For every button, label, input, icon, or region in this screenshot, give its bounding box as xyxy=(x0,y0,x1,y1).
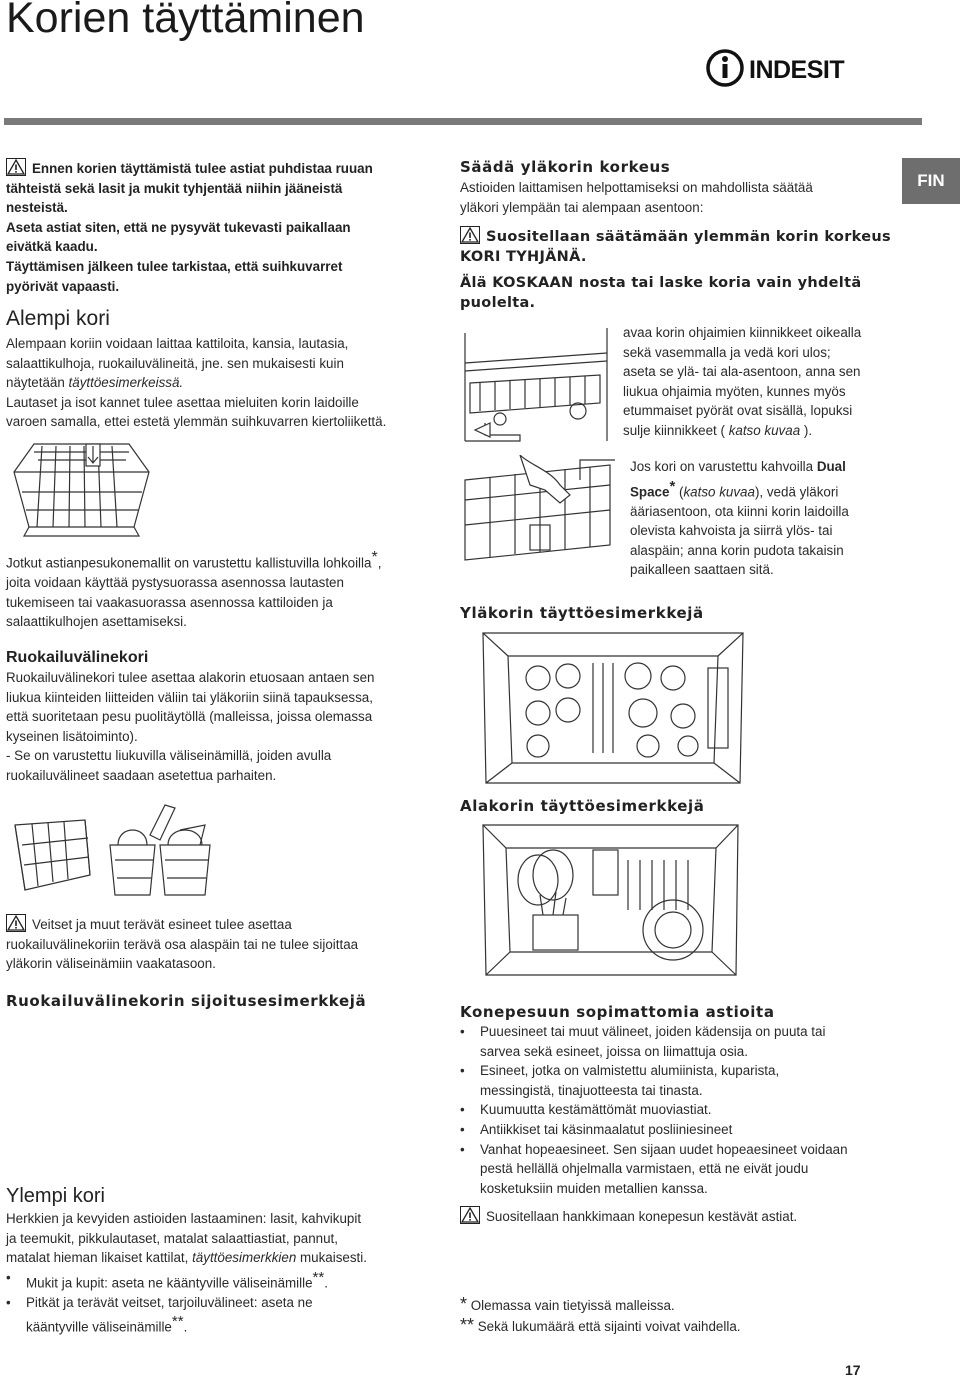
lower-basket-illustration xyxy=(4,432,154,542)
intro-line: Aseta astiat siten, että ne pysyvät tukevasti paikallaan xyxy=(6,219,351,235)
warning-icon xyxy=(6,914,26,932)
text-line: Herkkien ja kevyiden astioiden lastaaminen: lasit, kahvikupit xyxy=(6,1211,362,1226)
list-item-continuation: sarvea sekä esineet, joissa on liimattuja osia. xyxy=(480,1043,748,1059)
warning-icon xyxy=(460,226,480,244)
page-title: Korien täyttäminen xyxy=(6,0,365,42)
text-line: KORI TYHJÄNÄ. xyxy=(460,249,587,265)
text-line: ääriasentoon, ota kiinni korin laidoilla xyxy=(630,503,849,519)
text-line: liukua ohjaimia myöten, kunnes myös xyxy=(623,383,846,399)
list-item: • Esineet, jotka on valmistettu alumiinista, kuparista, xyxy=(460,1061,910,1081)
text-line: ruokailuvälinekoriin terävä osa alaspäin tai ne tulee sijoittaa xyxy=(6,936,359,952)
text-line: - Se on varustettu liukuvilla väliseinämillä, joiden avulla xyxy=(6,748,332,764)
knife-warning xyxy=(6,914,436,974)
footnote-mark: ** xyxy=(460,1314,475,1335)
feature-name: Space xyxy=(630,484,670,500)
list-item: • Pitkät ja terävät veitset, tarjoiluvälineet: aseta ne xyxy=(6,1293,436,1313)
unsuitable-heading: Konepesuun sopimattomia astioita xyxy=(460,1003,775,1021)
text-line: Älä KOSKAAN nosta tai laske koria vain yhdeltä xyxy=(460,275,862,291)
cutlery-example-heading: Ruokailuvälinekorin sijoitusesimerkkejä xyxy=(6,992,367,1010)
text-line: etummaiset pyörät ovat sisällä, lopuksi xyxy=(623,403,853,419)
text-line: matalat hieman likaiset kattilat, xyxy=(6,1250,193,1266)
text-line: paikalleen saattaen sitä. xyxy=(630,562,774,578)
lower-basket-example-illustration xyxy=(478,820,743,980)
footnote-mark: ** xyxy=(312,1268,325,1286)
text-line: yläkorin väliseinämiin vaakatasoon. xyxy=(6,956,216,972)
intro-line: eivätkä kaadu. xyxy=(6,239,98,255)
text-line: Jotkut astianpesukonemallit on varustettu kallistuvilla lohkoilla xyxy=(6,555,372,571)
figure-ref: katso kuvaa xyxy=(728,422,801,438)
intro-line: tähteistä sekä lasit ja mukit tyhjentää niihin jääneistä xyxy=(6,180,343,196)
footnotes: * Olemassa vain tietyissä malleissa. ** Sekä lukumäärä että sijainti voivat vaihdella. xyxy=(460,1294,741,1335)
warning-icon xyxy=(6,158,26,176)
upper-example-heading: Yläkorin täyttöesimerkkejä xyxy=(460,604,704,622)
footnote-mark: * xyxy=(669,477,676,495)
adjust-warning xyxy=(460,226,900,313)
text-line: Veitset ja muut terävät esineet tulee asettaa xyxy=(32,917,292,932)
header-rule xyxy=(4,118,922,125)
upper-basket-text xyxy=(6,1209,436,1338)
text-line: Alempaan koriin voidaan laittaa kattiloita, kansia, lautasia, xyxy=(6,336,349,351)
adjust-heading: Säädä yläkorin korkeus xyxy=(460,158,671,176)
figure-ref: katso kuvaa xyxy=(683,484,755,500)
footnote-mark: ** xyxy=(171,1313,184,1331)
text-line: olevista kahvoista ja siirrä ylös- tai xyxy=(630,523,833,539)
text-line: mukaisesti. xyxy=(296,1250,367,1266)
list-item: • Mukit ja kupit: aseta ne kääntyville väliseinämille**. xyxy=(6,1268,436,1293)
cutlery-text xyxy=(6,668,426,786)
text-line: Astioiden laittamisen helpottamiseksi on mahdollista säätää xyxy=(460,180,813,195)
list-item-continuation: messingistä, tinajuotteesta tai tinasta. xyxy=(480,1082,703,1098)
list-item: • Antiikkiset tai käsinmaalatut posliiniesineet xyxy=(460,1120,910,1140)
text-line: Suositellaan hankkimaan konepesun kestävät astiat. xyxy=(486,1209,798,1224)
recommendation xyxy=(460,1206,910,1227)
text-line: kyseinen lisätoiminto). xyxy=(6,728,138,744)
text-line: alaspäin; anna korin pudota takaisin xyxy=(630,542,844,558)
list-item-continuation: kosketuksiin muiden metallien kanssa. xyxy=(480,1180,708,1196)
text-line: varoen samalla, ettei estetä ylemmän suihkuvarren kiertoliikettä. xyxy=(6,414,387,430)
text-line: avaa korin ohjaimien kiinnikkeet oikealla xyxy=(623,325,862,340)
lower-basket-heading: Alempi kori xyxy=(6,307,110,330)
language-tab: FIN xyxy=(902,158,960,204)
basket-rail-illustration xyxy=(460,323,612,443)
warning-icon xyxy=(460,1206,480,1224)
footnote-mark: * xyxy=(460,1294,468,1314)
text-line: että suoritetaan pesu puolitäytöllä (malleissa, joissa olemassa xyxy=(6,709,373,725)
page-number: 17 xyxy=(845,1362,861,1378)
text-line: puolelta. xyxy=(460,295,536,311)
text-line: Lautaset ja isot kannet tulee asettaa mieluiten korin laidoille xyxy=(6,394,359,410)
adjust-steps: avaa korin ohjaimien kiinnikkeet oikealla sekä vasemmalla ja vedä kori ulos; aseta se ylä- tai ala-asentoon, anna sen liukua ohjaimia myöten, kunnes myös etummaiset pyörät ovat sisällä, lopuksi sulje kiinnikkeet ( katso kuvaa ). xyxy=(623,323,903,441)
list-item: • Vanhat hopeaesineet. Sen sijaan uudet hopeaesineet voidaan xyxy=(460,1140,910,1160)
dual-space-illustration xyxy=(460,455,620,570)
racks-text xyxy=(6,548,436,632)
cutlery-heading: Ruokailuvälinekori xyxy=(6,649,149,666)
feature-name: Dual xyxy=(816,459,846,474)
text-line: Ruokailuvälinekori tulee asettaa alakorin etuosaan antaen sen xyxy=(6,670,375,685)
adjust-intro xyxy=(460,178,890,217)
unsuitable-list xyxy=(460,1022,910,1198)
text-line: tukemiseen tai vaakasuorassa asennossa kattiloiden ja xyxy=(6,594,333,610)
list-item-continuation: kääntyville väliseinämille**. xyxy=(26,1313,188,1335)
upper-basket-heading: Ylempi kori xyxy=(6,1185,105,1207)
text-line: aseta se ylä- tai ala-asentoon, anna sen xyxy=(623,364,861,380)
list-item: • Kuumuutta kestämättömät muoviastiat. xyxy=(460,1100,910,1120)
text-line: Suositellaan säätämään ylemmän korin korkeus xyxy=(486,229,891,245)
text-line: ruokailuvälineet saadaan asetettua parhaiten. xyxy=(6,767,277,783)
text-line: näytetään xyxy=(6,375,69,391)
text-line: yläkori ylempään tai alempaan asentoon: xyxy=(460,199,704,215)
text-line: salaattikulhojen asettamiseksi. xyxy=(6,614,187,630)
text-line: liukua kiinteiden liitteiden väliin tai yläkoriin siinä tapauksessa, xyxy=(6,689,373,705)
text-line: , xyxy=(377,555,382,571)
cutlery-basket-illustration xyxy=(10,800,225,900)
example-ref: täyttöesimerkkien xyxy=(192,1250,297,1266)
list-item-continuation: pestä hellällä ohjelmalla varmistaen, että ne eivät joudu xyxy=(480,1161,809,1177)
footnote-mark: * xyxy=(371,549,378,566)
lower-example-heading: Alakorin täyttöesimerkkejä xyxy=(460,797,705,815)
text-line: joita voidaan käyttää pystysuorassa asennossa lautasten xyxy=(6,575,344,591)
upper-basket-example-illustration xyxy=(478,628,748,788)
text-line: salaattikulhoja, ruokailuvälineitä, jne. sen mukaisesti kuin xyxy=(6,355,344,371)
text-line: sekä vasemmalla ja vedä kori ulos; xyxy=(623,344,831,360)
lower-basket-text xyxy=(6,334,426,432)
intro-line: Ennen korien täyttämistä tulee astiat puhdistaa ruuan xyxy=(32,161,373,176)
brand-text: indesit xyxy=(749,56,845,84)
intro-line: Täyttämisen jälkeen tulee tarkistaa, että suihkuvarret xyxy=(6,258,343,274)
example-ref: täyttöesimerkeissä. xyxy=(68,375,184,391)
text-line: ja teemukit, pikkulautaset, matalat salaattiastiat, pannut, xyxy=(6,1230,338,1246)
list-item: • Puuesineet tai muut välineet, joiden kädensija on puuta tai xyxy=(460,1022,910,1042)
intro-line: pyörivät vapaasti. xyxy=(6,278,120,294)
intro-block xyxy=(6,158,426,296)
indesit-logo xyxy=(705,48,870,88)
intro-line: nesteistä. xyxy=(6,200,68,216)
dual-space-text: Jos kori on varustettu kahvoilla Dual Space* (katso kuvaa), vedä yläkori ääriasentoon, ota kiinni korin laidoilla olevista kahvoista ja siirrä ylös- tai alaspäin; anna korin pudota takaisin paikalleen saattaen sitä. xyxy=(630,457,910,580)
